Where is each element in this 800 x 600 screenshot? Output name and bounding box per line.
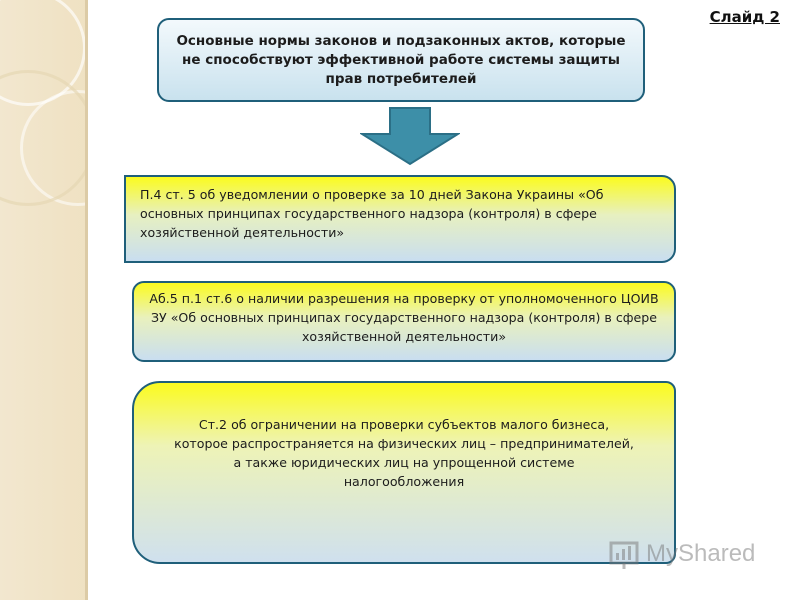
norm-box-3 — [132, 381, 676, 564]
slide-number: Слайд 2 — [709, 8, 780, 26]
watermark — [608, 534, 768, 574]
title-box — [157, 18, 645, 102]
left-decorative-panel — [0, 0, 88, 600]
watermark-logo-icon — [608, 537, 642, 571]
title-text: Основные нормы законов и подзаконных актов, которые не способствуют эффективной работе системы защиты прав потребителей — [176, 32, 626, 87]
watermark-text: MyShared — [646, 540, 756, 567]
norm-text-2: Аб.5 п.1 ст.6 о наличии разрешения на проверку от уполномоченного ЦОИВ ЗУ «Об основных принципах государственного надзора (контроля) в сфере хозяйственной деятельности» — [149, 291, 659, 344]
panel-divider — [85, 0, 88, 600]
norm-text-1: П.4 ст. 5 об уведомлении о проверке за 10 дней Закона Украины «Об основных принципах государственного надзора (контроля) в сфере хозяйственной деятельности» — [140, 187, 604, 240]
norm-box-1 — [124, 175, 676, 263]
down-arrow-icon — [360, 106, 460, 166]
norm-text-3: Ст.2 об ограничении на проверки субъектов малого бизнеса, которое распространяется на физических лиц – предпринимателей, а также юридических лиц на упрощенной системе налогообложения — [174, 416, 634, 489]
norm-box-2 — [132, 281, 676, 362]
decorative-circle — [0, 70, 88, 206]
